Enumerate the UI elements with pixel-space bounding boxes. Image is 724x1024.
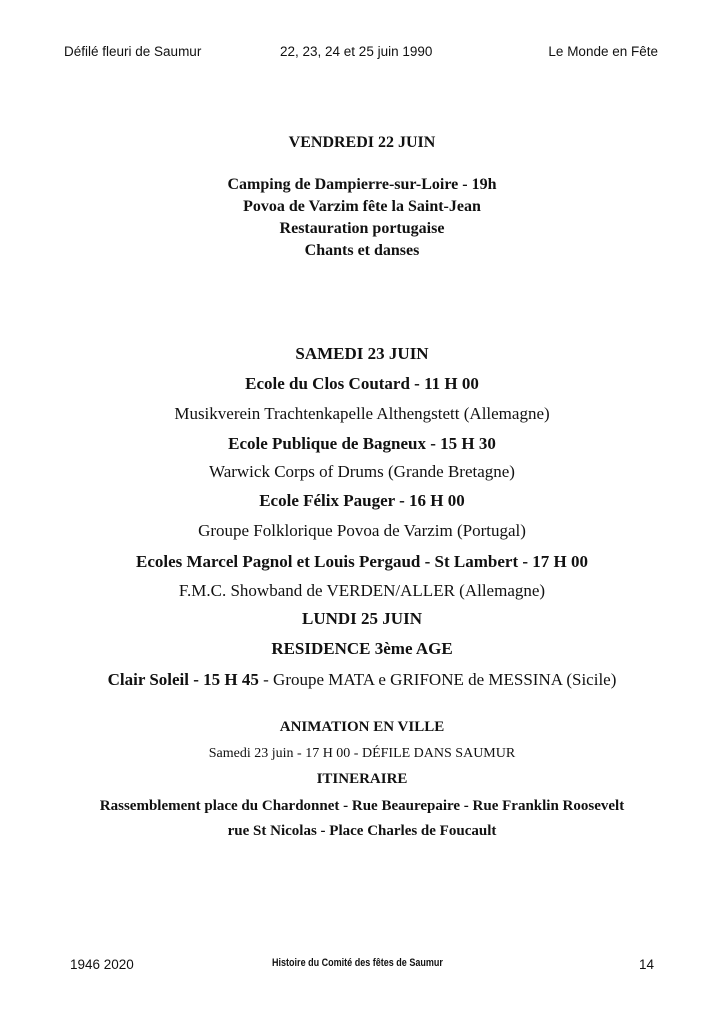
header-left-title: Défilé fleuri de Saumur xyxy=(64,44,202,59)
friday-line: Povoa de Varzim fête la Saint-Jean xyxy=(243,198,481,215)
page-header xyxy=(0,44,724,64)
itinerary-route: Rassemblement place du Chardonnet - Rue Beaurepaire - Rue Franklin Roosevelt xyxy=(99,798,625,814)
friday-heading: VENDREDI 22 JUIN xyxy=(288,134,436,151)
event-group: Groupe Folklorique Povoa de Varzim (Portugal) xyxy=(198,521,526,540)
animation-line: Samedi 23 juin - 17 H 00 - DÉFILE DANS SAUMUR xyxy=(208,746,516,761)
page-number: 14 xyxy=(639,957,655,972)
event-place: Ecoles Marcel Pagnol et Louis Pergaud - St Lambert - 17 H 00 xyxy=(135,552,589,571)
monday-subheading: RESIDENCE 3ème AGE xyxy=(271,639,453,658)
itinerary-route: rue St Nicolas - Place Charles de Foucault xyxy=(227,823,497,839)
event-group: Musikverein Trachtenkapelle Althengstett (Allemagne) xyxy=(174,404,550,423)
event-place: Ecole Publique de Bagneux - 15 H 30 xyxy=(228,434,496,453)
header-dates: 22, 23, 24 et 25 juin 1990 xyxy=(280,44,433,59)
friday-line: Chants et danses xyxy=(304,242,420,259)
event-group: F.M.C. Showband de VERDEN/ALLER (Allemagne) xyxy=(178,581,546,600)
monday-heading: LUNDI 25 JUIN xyxy=(302,609,422,628)
saturday-heading: SAMEDI 23 JUIN xyxy=(295,344,429,363)
event-group: Warwick Corps of Drums (Grande Bretagne) xyxy=(209,462,515,481)
itinerary-heading: ITINERAIRE xyxy=(316,771,408,787)
monday-event xyxy=(0,671,724,688)
event-place: Ecole Félix Pauger - 16 H 00 xyxy=(259,491,465,510)
page-footer xyxy=(0,957,724,977)
animation-heading: ANIMATION EN VILLE xyxy=(279,719,445,735)
footer-years: 1946 2020 xyxy=(70,957,134,972)
footer-title: Histoire du Comité des fêtes de Saumur xyxy=(272,957,443,969)
friday-line: Camping de Dampierre-sur-Loire - 19h xyxy=(227,176,497,193)
header-right-title: Le Monde en Fête xyxy=(548,44,658,59)
monday-event-place: Clair Soleil - 15 H 45 xyxy=(107,670,259,689)
event-place: Ecole du Clos Coutard - 11 H 00 xyxy=(245,374,479,393)
monday-event-group: - Groupe MATA e GRIFONE de MESSINA (Sicile) xyxy=(258,670,617,689)
friday-line: Restauration portugaise xyxy=(279,220,445,237)
